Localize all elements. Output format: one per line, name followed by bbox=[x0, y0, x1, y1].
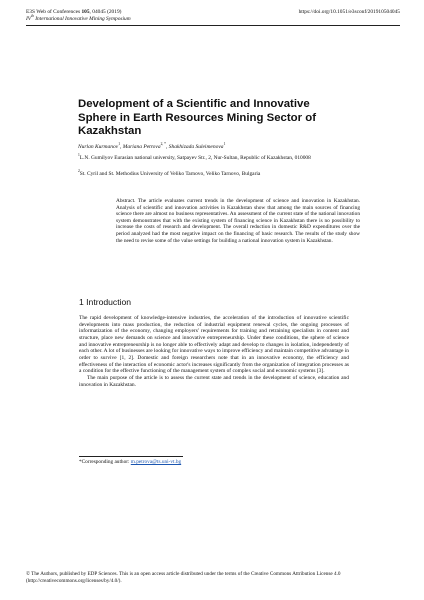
symposium-name bbox=[26, 16, 131, 23]
author-name: Shakhizada Suleimenova bbox=[168, 144, 224, 150]
symposium-ordinal: th bbox=[31, 14, 34, 19]
article-number: , 04045 (2019) bbox=[89, 9, 122, 15]
author-affiliation-mark: 2, * bbox=[160, 142, 166, 147]
symposium-number: IV bbox=[26, 16, 32, 22]
author-name: Mariana Petrova bbox=[122, 144, 161, 150]
symposium-title: International Innovative Mining Symposium bbox=[33, 16, 131, 22]
affiliation bbox=[78, 171, 378, 178]
author-email-link[interactable]: m.petrova@ts.uni-vt.bg bbox=[130, 459, 182, 465]
paper-title: Development of a Scientific and Innovative Sphere in Earth Resources Mining Sector of Kazakhstan bbox=[78, 98, 316, 138]
author-separator: , bbox=[119, 144, 123, 150]
affiliation bbox=[78, 155, 378, 162]
running-header bbox=[26, 9, 131, 23]
footnote-label: *Corresponding author: bbox=[79, 459, 131, 465]
doi-link[interactable]: https://doi.org/10.1051/e3sconf/201910504045 bbox=[298, 9, 400, 15]
author-name: Nurlan Kurmanov bbox=[78, 144, 119, 150]
affiliation-number: 2 bbox=[78, 169, 80, 174]
footnote bbox=[79, 459, 181, 465]
section-heading: 1 Introduction bbox=[79, 297, 132, 307]
section-body bbox=[79, 315, 349, 388]
license-notice: © The Authors, published by EDP Sciences. This is an open access article distributed under the terms of the Creative Commons Attribution License 4.0 (http://creativecommons.org/licenses/by/4.0/). bbox=[26, 571, 341, 584]
affiliation-text: L.N. Gumilyov Eurasian national university, Satpayev Str., 2, Nur-Sultan, Republic of Kazakhstan, 010008 bbox=[79, 155, 311, 161]
author-affiliation-mark: 1 bbox=[118, 142, 120, 147]
affiliation-text: St. Cyril and St. Methodius University of Veliko Tarnovo, Veliko Tarnovo, Bulgaria bbox=[79, 171, 261, 177]
journal-name: E3S Web of Conferences bbox=[26, 9, 82, 15]
abstract: Abstract. The article evaluates current trends in the development of science and innovation in Kazakhstan. Analysis of scientific and innovation activities in Kazakhstan show that among the main sources of financing science there are almost no business representatives. An assessment of the current state of the national innovation system demonstrates that with the existing system of financing science in Kazakhstan there is no possibility to increase the costs of research and development. The overall reduction in domestic R&D expenditures over the period analyzed had the most negative impact on the financing of basic research. The results of the study show the need to revise some of the value settings for building a national innovation system in Kazakhstan. bbox=[116, 198, 360, 244]
author-list bbox=[78, 144, 378, 151]
footnote-divider bbox=[79, 456, 183, 457]
affiliation-number: 1 bbox=[78, 153, 80, 158]
paragraph: The main purpose of the article is to assess the current state and trends in the development of science, education and innovation in Kazakhstan. bbox=[79, 374, 349, 388]
author-affiliation-mark: 1 bbox=[223, 142, 226, 147]
journal-volume: 105 bbox=[81, 9, 90, 15]
paragraph: The rapid development of knowledge-intensive industries, the acceleration of the introduction of innovative scientific developments into mass production, the reduction of industrial equipment renewal cycles, the ongoing processes of informatization of the economy, changing employers' requirements for training and retraining specialists in content and structure, place new demands on science and innovative entrepreneurship. Under these conditions, the sphere of science and innovative entrepreneurship is no longer able to effectively adapt and develop to changes in isolation, independently of each other. A lot of businesses are looking for innovative ways to improve efficiency and maintain competitive advantage in order to survive [1, 2]. Domestic and foreign researchers note that in an innovative economy, the efficiency and effectiveness of the interaction of economic actor's increases significantly from the organization of integration processes as a condition for the effective functioning of the management system of complex social and economic systems [3]. bbox=[79, 315, 349, 375]
header-divider bbox=[26, 25, 400, 26]
author-separator: , bbox=[165, 144, 169, 150]
